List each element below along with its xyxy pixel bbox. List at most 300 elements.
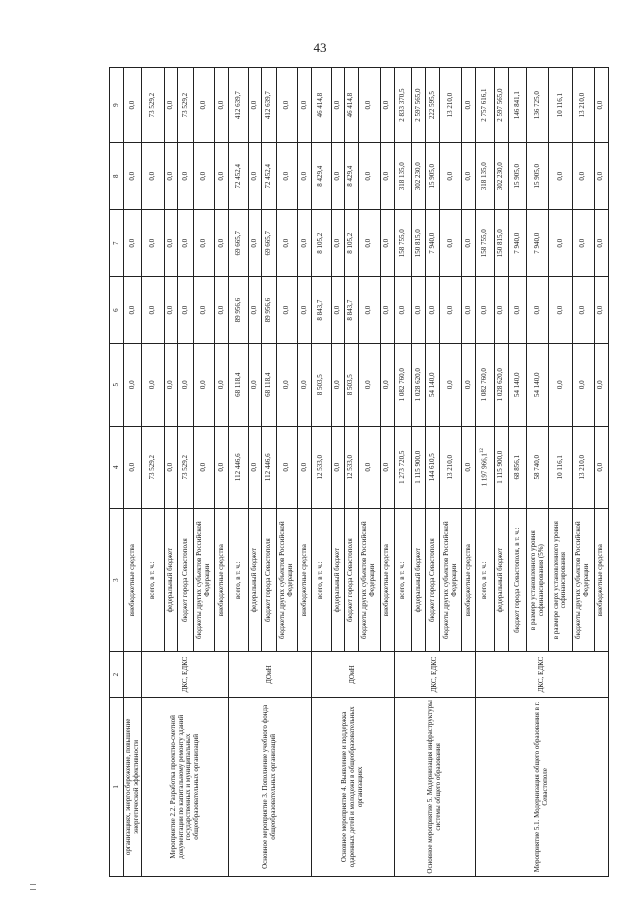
amount-value: 0,0 (216, 305, 225, 315)
amount-cell (462, 344, 476, 426)
amount-value: 12 533,0 (346, 455, 355, 480)
amount-cell (249, 426, 262, 508)
amount-value: 0,0 (382, 305, 391, 315)
funding-source-cell: бюджет города Севастополя (178, 508, 193, 651)
amount-value: 0,0 (282, 462, 291, 472)
amount-cell (331, 277, 344, 344)
amount-value: 0,0 (364, 305, 373, 315)
amount-cell (165, 210, 178, 277)
funding-source-cell: федеральный бюджет (412, 508, 426, 651)
amount-value: 0,0 (250, 462, 259, 472)
amount-value: 68 118,4 (264, 372, 273, 397)
amount-cell (331, 210, 344, 277)
amount-value: 0,0 (180, 238, 189, 248)
amount-cell (394, 210, 411, 277)
amount-value: 0,0 (596, 171, 605, 181)
amount-value: 89 956,6 (233, 297, 242, 323)
amount-value: 1 273 720,5 (397, 450, 406, 484)
amount-value: 0,0 (332, 462, 341, 472)
amount-value: 69 665,7 (233, 230, 242, 256)
amount-value: 0,0 (199, 100, 208, 110)
amount-value: 0,0 (148, 305, 157, 315)
amount-cell (394, 143, 411, 210)
amount-value: 13 210,0 (578, 455, 587, 480)
amount-cell (476, 68, 494, 143)
amount-cell (594, 68, 608, 143)
amount-cell (572, 277, 594, 344)
amount-value: 0,0 (463, 462, 472, 472)
amount-cell (548, 277, 572, 344)
amount-cell (412, 210, 426, 277)
funding-source-cell: всего, в т. ч.: (229, 508, 249, 651)
amount-value: 1 082 760,0 (479, 368, 488, 402)
column-header: 5 (110, 344, 124, 426)
amount-cell (262, 210, 277, 277)
executor-cell: ДОиН (312, 652, 395, 697)
amount-value: 302 230,0 (413, 162, 422, 191)
amount-cell (412, 426, 426, 508)
amount-cell (142, 277, 165, 344)
amount-cell (229, 143, 249, 210)
amount-value: 13 210,0 (578, 92, 587, 118)
amount-value: 7 940,0 (427, 232, 436, 254)
funding-source-cell: бюджет города Севастополя (344, 508, 358, 651)
amount-value: 0,0 (282, 380, 291, 390)
amount-cell (215, 210, 229, 277)
amount-cell (494, 344, 508, 426)
funding-source-cell: бюджет города Севастополя (426, 508, 440, 651)
amount-value: 0,0 (282, 305, 291, 315)
amount-cell (494, 68, 508, 143)
amount-value: 0,0 (199, 171, 208, 181)
margin-mark (30, 884, 36, 890)
amount-value: 0,0 (180, 380, 189, 390)
amount-value: 0,0 (166, 238, 175, 248)
amount-cell (178, 210, 193, 277)
amount-value: 136 725,0 (532, 91, 541, 120)
amount-cell (124, 68, 142, 143)
amount-value: 318 135,0 (397, 162, 406, 191)
amount-cell (229, 277, 249, 344)
column-header: 8 (110, 143, 124, 210)
amount-cell (380, 344, 394, 426)
amount-cell (572, 210, 594, 277)
amount-value: 0,0 (199, 380, 208, 390)
amount-cell (331, 426, 344, 508)
funding-source-cell: внебюджетные средства (215, 508, 229, 651)
column-header: 4 (110, 426, 124, 508)
column-header: 9 (110, 68, 124, 143)
amount-value: 0,0 (166, 100, 175, 110)
table-body (124, 68, 609, 877)
amount-cell (331, 68, 344, 143)
amount-value: 7 940,0 (512, 232, 521, 254)
amount-value: 0,0 (166, 305, 175, 315)
amount-value: 150 815,0 (496, 229, 505, 258)
amount-cell (594, 277, 608, 344)
measure-name-cell: Основное мероприятие 3. Пополнение учебного фонда общеобразовательных организаций (229, 697, 312, 876)
amount-value: 1 082 760,0 (397, 368, 406, 402)
amount-cell (426, 210, 440, 277)
amount-value: 0,0 (463, 171, 472, 181)
amount-cell (440, 426, 462, 508)
amount-value: 89 956,6 (264, 297, 273, 323)
table-row (394, 68, 411, 877)
amount-cell (344, 344, 358, 426)
amount-value: 54 140,0 (427, 372, 436, 398)
amount-cell (277, 143, 298, 210)
amount-value: 0,0 (463, 238, 472, 248)
amount-cell (508, 210, 526, 277)
executor-cell: ДКС, ЕДКС (394, 652, 476, 697)
amount-cell (394, 277, 411, 344)
amount-value: 0,0 (299, 100, 308, 110)
funding-source-cell: всего, в т. ч.: (476, 508, 494, 651)
amount-cell (344, 277, 358, 344)
amount-cell (344, 143, 358, 210)
amount-value: 0,0 (364, 462, 373, 472)
amount-cell (312, 68, 332, 143)
amount-cell (124, 210, 142, 277)
amount-cell (594, 210, 608, 277)
funding-source-cell: всего, в т. ч.: (394, 508, 411, 651)
amount-value: 0,0 (463, 380, 472, 390)
amount-cell (344, 68, 358, 143)
amount-cell (249, 210, 262, 277)
amount-value: 302 230,0 (496, 162, 505, 191)
measure-name-cell: Основное мероприятие 4. Выявление и поддержка одаренных детей и молодежи в общеобразовательных организациях (312, 697, 395, 876)
amount-cell (358, 426, 380, 508)
amount-value: 0,0 (382, 238, 391, 248)
amount-value: 144 610,5 (427, 453, 436, 482)
amount-cell (572, 68, 594, 143)
amount-value: 0,0 (282, 171, 291, 181)
amount-value: 72 452,4 (264, 164, 273, 189)
funding-source-cell: внебюджетные средства (594, 508, 608, 651)
amount-value: 10 116,1 (555, 93, 564, 118)
amount-value: 73 529,2 (180, 92, 189, 118)
amount-cell (548, 143, 572, 210)
amount-cell (297, 344, 311, 426)
amount-cell (572, 143, 594, 210)
rotated-table-wrapper (109, 67, 609, 877)
amount-value: 0,0 (578, 238, 587, 248)
table-row (124, 68, 142, 877)
amount-cell (344, 426, 358, 508)
amount-cell (193, 68, 215, 143)
funding-source-cell: бюджет города Севастополя, в т. ч.: (508, 508, 526, 651)
executor-cell: ДОиН (229, 652, 312, 697)
amount-cell (193, 426, 215, 508)
measure-name-cell: Основное мероприятие 5. Модернизация инфраструктуры системы общего образования (394, 697, 476, 876)
amount-cell (262, 143, 277, 210)
amount-value: 12 533,0 (316, 455, 325, 480)
amount-value: 0,0 (397, 305, 406, 315)
amount-cell (142, 344, 165, 426)
amount-value: 0,0 (555, 305, 564, 315)
amount-cell (358, 143, 380, 210)
amount-value: 0,0 (364, 100, 373, 110)
amount-cell (344, 210, 358, 277)
amount-value: 1 115 900,0 (413, 450, 422, 484)
amount-cell (124, 143, 142, 210)
amount-cell (548, 210, 572, 277)
funding-source-cell: в размере сверх установленного уровня софинансирования (548, 508, 572, 651)
amount-value: 15 905,0 (512, 164, 521, 189)
amount-value: 68 856,1 (512, 455, 521, 480)
amount-cell (193, 344, 215, 426)
amount-value: 54 140,0 (512, 372, 521, 398)
amount-value: 0,0 (596, 305, 605, 315)
amount-cell (178, 143, 193, 210)
amount-value: 158 755,0 (397, 229, 406, 258)
funding-source-cell: федеральный бюджет (249, 508, 262, 651)
amount-value: 0,0 (127, 305, 136, 315)
amount-value: 0,0 (413, 305, 422, 315)
funding-source-cell: внебюджетные средства (380, 508, 394, 651)
column-number-row (110, 68, 124, 877)
amount-cell (262, 426, 277, 508)
amount-cell (548, 68, 572, 143)
funding-source-cell: бюджеты других субъектов Российской Федерации (277, 508, 298, 651)
amount-cell (440, 344, 462, 426)
amount-cell (249, 143, 262, 210)
amount-value: 13 210,0 (445, 92, 454, 118)
amount-cell (142, 143, 165, 210)
amount-value: 8 105,2 (346, 232, 355, 254)
funding-source-cell: в размере установленного уровня софинансирования (5%) (527, 508, 549, 651)
amount-value: 0,0 (445, 380, 454, 390)
amount-cell (193, 210, 215, 277)
amount-value: 0,0 (299, 305, 308, 315)
amount-cell (594, 344, 608, 426)
amount-value: 7 940,0 (532, 232, 541, 254)
amount-cell (462, 68, 476, 143)
amount-cell (476, 210, 494, 277)
amount-value: 412 639,7 (233, 91, 242, 120)
amount-cell (165, 277, 178, 344)
amount-cell (527, 143, 549, 210)
funding-source-cell: бюджеты других субъектов Российской Федерации (572, 508, 594, 651)
amount-cell (527, 277, 549, 344)
funding-source-cell: бюджеты других субъектов Российской Федерации (358, 508, 380, 651)
amount-value: 0,0 (180, 305, 189, 315)
amount-cell (193, 277, 215, 344)
funding-source-cell: бюджет города Севастополя (262, 508, 277, 651)
amount-value: 0,0 (199, 305, 208, 315)
amount-value: 2 757 616,1 (479, 88, 488, 122)
amount-cell (277, 210, 298, 277)
amount-value: 68 118,4 (233, 372, 242, 397)
amount-value: 73 529,2 (148, 92, 157, 118)
amount-value: 8 429,4 (346, 165, 355, 187)
amount-cell (440, 277, 462, 344)
amount-cell (142, 210, 165, 277)
amount-cell (412, 143, 426, 210)
amount-value: 0,0 (496, 305, 505, 315)
amount-value: 8 843,7 (346, 299, 355, 321)
amount-cell (380, 210, 394, 277)
amount-cell (426, 68, 440, 143)
amount-value: 1 028 620,0 (413, 368, 422, 402)
amount-cell (426, 344, 440, 426)
amount-value: 72 452,4 (233, 164, 242, 189)
amount-value: 0,0 (127, 462, 136, 472)
amount-cell (297, 277, 311, 344)
amount-value: 0,0 (382, 100, 391, 110)
amount-cell (142, 68, 165, 143)
amount-value: 0,0 (332, 305, 341, 315)
measure-name-cell: организациях, энергосбережение, повышение энергетической эффективности (124, 697, 142, 876)
amount-cell (380, 277, 394, 344)
executor-cell: ДКС, ЕДКС (476, 652, 609, 697)
column-header: 1 (110, 697, 124, 876)
amount-value: 0,0 (299, 380, 308, 390)
amount-value: 0,0 (199, 462, 208, 472)
amount-value: 0,0 (332, 380, 341, 390)
amount-value: 0,0 (166, 171, 175, 181)
amount-cell (380, 426, 394, 508)
amount-cell (277, 426, 298, 508)
amount-value: 0,0 (127, 100, 136, 110)
amount-cell (297, 210, 311, 277)
amount-cell (426, 426, 440, 508)
amount-cell (229, 210, 249, 277)
amount-value: 69 665,7 (264, 230, 273, 256)
amount-value: 0,0 (479, 305, 488, 315)
amount-cell (412, 277, 426, 344)
amount-cell (358, 68, 380, 143)
amount-value: 0,0 (512, 305, 521, 315)
amount-cell (229, 426, 249, 508)
amount-value: 412 639,7 (264, 91, 273, 120)
amount-cell (508, 68, 526, 143)
amount-value: 0,0 (445, 238, 454, 248)
amount-value: 1 115 900,0 (496, 450, 505, 484)
amount-cell (277, 277, 298, 344)
amount-cell (572, 426, 594, 508)
amount-cell (548, 344, 572, 426)
amount-cell (594, 426, 608, 508)
amount-value: 0,0 (364, 238, 373, 248)
amount-cell (178, 277, 193, 344)
amount-cell (426, 143, 440, 210)
amount-cell (440, 210, 462, 277)
amount-value: 0,0 (282, 100, 291, 110)
amount-cell (297, 68, 311, 143)
amount-cell (358, 344, 380, 426)
amount-cell (124, 277, 142, 344)
amount-cell (508, 426, 526, 508)
amount-value: 158 755,0 (479, 229, 488, 258)
amount-cell (331, 143, 344, 210)
amount-value: 112 446,6 (233, 453, 242, 482)
measure-name-cell: Мероприятие 5.1. Модернизация общего образования в г. Севастополе (476, 697, 609, 876)
funding-source-cell: федеральный бюджет (331, 508, 344, 651)
funding-source-cell: федеральный бюджет (165, 508, 178, 651)
amount-cell (508, 344, 526, 426)
amount-cell (312, 426, 332, 508)
amount-value: 0,0 (166, 380, 175, 390)
amount-cell (476, 426, 494, 508)
amount-cell (380, 68, 394, 143)
amount-cell (358, 210, 380, 277)
amount-value: 0,0 (578, 380, 587, 390)
funding-source-cell: бюджеты других субъектов Российской Федерации (193, 508, 215, 651)
amount-cell (508, 143, 526, 210)
amount-cell (394, 426, 411, 508)
amount-value: 8 105,2 (316, 232, 325, 254)
funding-source-cell: внебюджетные средства (297, 508, 311, 651)
measure-name-cell: Мероприятие 2.2. Разработка проектно-сметной документации по капитальному ремонту зданий государственных и муниципальных общеобразовательных организаций (142, 697, 229, 876)
funding-source-cell: внебюджетные средства (124, 508, 142, 651)
amount-cell (312, 277, 332, 344)
amount-value: 0,0 (364, 171, 373, 181)
amount-value: 0,0 (127, 171, 136, 181)
amount-cell (527, 68, 549, 143)
amount-cell (440, 68, 462, 143)
amount-value: 0,0 (463, 305, 472, 315)
amount-value: 0,0 (148, 238, 157, 248)
amount-cell (494, 210, 508, 277)
amount-value: 0,0 (216, 462, 225, 472)
amount-value: 0,0 (216, 238, 225, 248)
column-header: 2 (110, 652, 124, 697)
amount-cell (249, 68, 262, 143)
amount-cell (494, 426, 508, 508)
amount-value: 0,0 (282, 238, 291, 248)
table-row (476, 68, 494, 877)
amount-cell (548, 426, 572, 508)
amount-cell (277, 344, 298, 426)
amount-cell (462, 426, 476, 508)
amount-value: 0,0 (596, 100, 605, 110)
amount-cell (165, 344, 178, 426)
amount-cell (412, 68, 426, 143)
amount-cell (249, 344, 262, 426)
amount-value: 0,0 (299, 462, 308, 472)
amount-cell (277, 68, 298, 143)
amount-value: 0,0 (332, 238, 341, 248)
amount-value: 0,0 (299, 238, 308, 248)
footnote-marker: 12 (480, 448, 486, 454)
amount-value: 73 529,2 (148, 455, 157, 480)
amount-value: 46 414,8 (316, 92, 325, 118)
amount-cell (124, 344, 142, 426)
amount-value: 0,0 (578, 171, 587, 181)
amount-value: 0,0 (382, 380, 391, 390)
amount-cell (476, 143, 494, 210)
amount-cell (508, 277, 526, 344)
amount-cell (215, 344, 229, 426)
amount-value: 0,0 (596, 380, 605, 390)
amount-cell (262, 68, 277, 143)
amount-value: 58 740,0 (532, 455, 541, 480)
column-header: 6 (110, 277, 124, 344)
amount-cell (476, 344, 494, 426)
funding-source-cell: всего, в т. ч.: (142, 508, 165, 651)
amount-cell (215, 68, 229, 143)
table-row (229, 68, 249, 877)
amount-value: 0,0 (463, 100, 472, 110)
amount-cell (312, 210, 332, 277)
amount-cell (440, 143, 462, 210)
amount-cell (178, 68, 193, 143)
amount-value: 8 843,7 (316, 299, 325, 321)
amount-cell (165, 426, 178, 508)
amount-value: 0,0 (332, 100, 341, 110)
amount-value: 0,0 (596, 238, 605, 248)
